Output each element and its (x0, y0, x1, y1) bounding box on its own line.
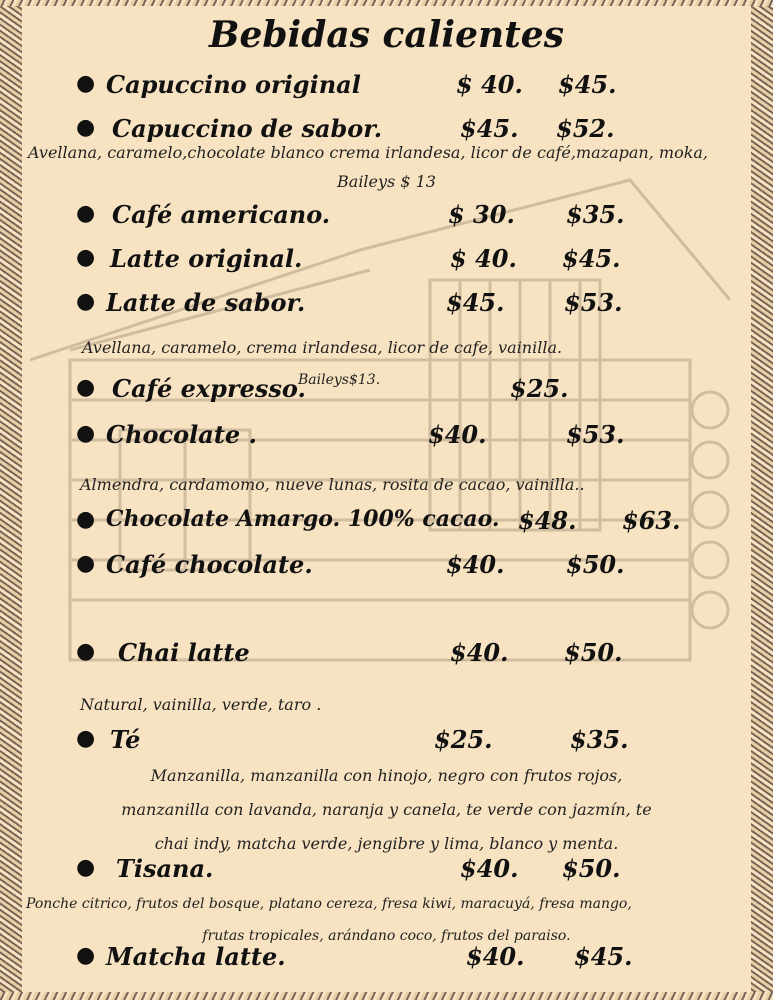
item-price-small: $40. (428, 420, 487, 449)
item-name: Capuccino original (106, 70, 361, 99)
note-te-flavors-1: Manzanilla, manzanilla con hinojo, negro con frutos rojos, (150, 766, 623, 785)
bullet-icon: ● (76, 114, 96, 140)
item-price-small: $25. (510, 374, 569, 403)
menu-item-cafe-chocolate (0, 550, 773, 590)
item-price-large: $52. (556, 114, 615, 143)
bullet-icon: ● (76, 200, 96, 226)
menu-item-tisana (0, 854, 773, 894)
bullet-icon: ● (76, 638, 96, 664)
item-name: Capuccino de sabor. (112, 114, 383, 143)
item-name: Chocolate . (106, 420, 257, 449)
item-price-large: $45. (558, 70, 617, 99)
menu-item-latte-original (0, 244, 773, 284)
note-latte-baileys: Baileys$13. (298, 372, 381, 388)
menu-title: Bebidas calientes (209, 14, 564, 56)
menu-item-chocolate-amargo (0, 506, 773, 546)
item-price-small: $48. (518, 506, 577, 535)
bullet-icon: ● (76, 854, 96, 880)
item-price-small: $45. (446, 288, 505, 317)
bullet-icon: ● (76, 70, 96, 96)
item-price-small: $ 40. (450, 244, 517, 273)
note-tisana-flavors-1: Ponche citrico, frutos del bosque, platano cereza, fresa kiwi, maracuyá, fresa mango, (26, 896, 632, 912)
item-name: Latte original. (110, 244, 303, 273)
item-price-small: $ 40. (456, 70, 523, 99)
item-name: Café expresso. (112, 374, 306, 403)
item-price-large: $35. (570, 725, 629, 754)
bullet-icon: ● (76, 942, 96, 968)
item-price-large: $45. (574, 942, 633, 971)
item-price-large: $50. (564, 638, 623, 667)
item-name: Café chocolate. (106, 550, 313, 579)
menu-item-latte-sabor (0, 288, 773, 328)
item-name: Té (110, 725, 141, 754)
item-price-large: $63. (622, 506, 681, 535)
note-chocolate-flavors: Almendra, cardamomo, nueve lunas, rosita de cacao, vainilla.. (80, 475, 585, 494)
bullet-icon: ● (76, 725, 96, 751)
menu-item-chocolate (0, 420, 773, 460)
item-name: Chocolate Amargo. 100% cacao. (106, 506, 500, 532)
item-price-small: $40. (446, 550, 505, 579)
note-tisana-flavors-2: frutas tropicales, arándano coco, frutos del paraiso. (202, 928, 571, 944)
item-price-small: $45. (460, 114, 519, 143)
item-price-large: $35. (566, 200, 625, 229)
item-name: Café americano. (112, 200, 331, 229)
item-name: Matcha latte. (106, 942, 286, 971)
note-capuccino-baileys: Baileys $ 13 (337, 172, 436, 191)
menu-item-chai-latte (0, 638, 773, 678)
note-te-flavors-2: manzanilla con lavanda, naranja y canela, te verde con jazmín, te (121, 800, 652, 819)
menu-item-cafe-americano (0, 200, 773, 240)
note-chai-flavors: Natural, vainilla, verde, taro . (80, 695, 322, 714)
menu-item-capuccino-original (0, 70, 773, 110)
item-price-large: $45. (562, 244, 621, 273)
item-price-small: $25. (434, 725, 493, 754)
menu-item-matcha-latte (0, 942, 773, 982)
menu-item-te (0, 725, 773, 765)
item-price-large: $50. (562, 854, 621, 883)
rope-border-bottom (0, 992, 773, 1000)
bullet-icon: ● (76, 288, 96, 314)
item-price-small: $40. (460, 854, 519, 883)
item-price-large: $53. (566, 420, 625, 449)
item-name: Chai latte (118, 638, 250, 667)
note-capuccino-flavors: Avellana, caramelo,chocolate blanco crema irlandesa, licor de café,mazapan, moka, (28, 143, 709, 162)
item-price-large: $50. (566, 550, 625, 579)
bullet-icon: ● (76, 550, 96, 576)
item-name: Tisana. (116, 854, 214, 883)
bullet-icon: ● (76, 374, 96, 400)
bullet-icon: ● (76, 244, 96, 270)
item-price-small: $40. (450, 638, 509, 667)
item-name: Latte de sabor. (106, 288, 306, 317)
item-price-large: $53. (564, 288, 623, 317)
rope-border-top (0, 0, 773, 6)
item-price-small: $ 30. (448, 200, 515, 229)
note-latte-flavors: Avellana, caramelo, crema irlandesa, licor de cafe, vainilla. (82, 338, 563, 357)
item-price-small: $40. (466, 942, 525, 971)
note-te-flavors-3: chai indy, matcha verde, jengibre y lima, blanco y menta. (154, 834, 619, 853)
bullet-icon: ● (76, 506, 96, 532)
bullet-icon: ● (76, 420, 96, 446)
